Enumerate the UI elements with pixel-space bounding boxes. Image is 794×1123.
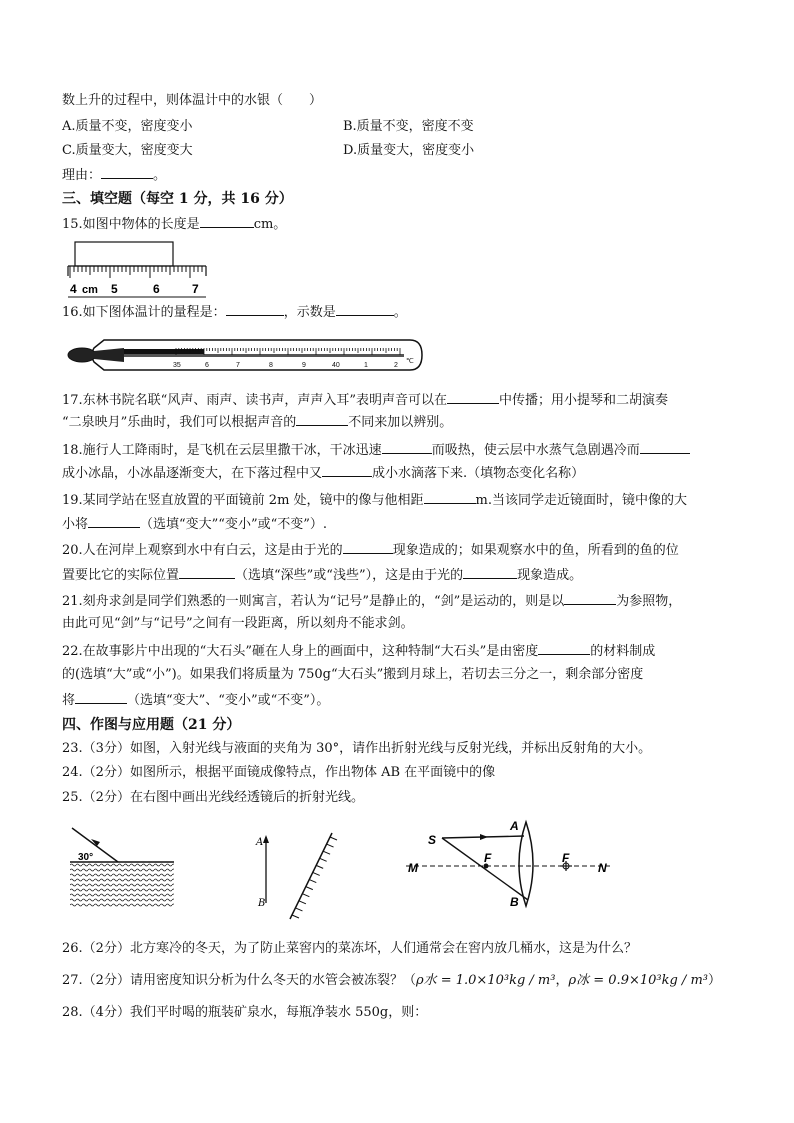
q21-line2: 由此可见“剑”与“记号”之间有一段距离，所以刻舟不能求剑。	[62, 616, 414, 631]
q22-line3: 将 （选填“变大”、“变小”或“不变”）。	[62, 693, 330, 708]
thermo-label-7: 7	[236, 362, 240, 369]
answer-blank[interactable]	[564, 592, 616, 605]
arrow-icon	[263, 835, 269, 843]
q27-text: 27.（2分）请用密度知识分析为什么冬天的水管会被冻裂？（ρ水 = 1.0×10³kg / m³，ρ冰 = 0.9×10³kg / m³）	[62, 973, 722, 988]
q17-line1: 17.东林书院名联“风声、雨声、读书声，声声入耳”表明声音可以在 中传播；用小提琴和二胡演奏	[62, 393, 668, 408]
measured-object	[75, 242, 173, 266]
rho-ice: ρ冰 = 0.9×10³kg / m³	[568, 973, 708, 988]
q14-reason: 理由： 。	[62, 168, 167, 183]
thermo-label-2: 2	[394, 362, 398, 369]
q14-stem: 数上升的过程中，则体温计中的水银（ ）	[62, 93, 323, 108]
q14-option-d: D.质量变大，密度变小	[343, 143, 475, 158]
fig24-mirror	[252, 825, 344, 925]
mercury-column	[124, 349, 204, 354]
answer-blank[interactable]	[424, 491, 476, 504]
convex-lens	[519, 822, 533, 906]
q18-line1: 18.施行人工降雨时，是飞机在云层里撒干冰，干冰迅速 而吸热，使云层中水蒸气急剧遇冷而	[62, 441, 690, 460]
tick-mark	[323, 851, 330, 854]
ruler-label-4: 4	[70, 282, 77, 296]
answer-blank[interactable]	[101, 166, 153, 179]
answer-blank[interactable]	[382, 441, 432, 454]
ray-focal	[442, 838, 528, 900]
thermometer-figure	[64, 336, 426, 376]
label-b: B	[510, 895, 519, 909]
q26-text: 26.（2分）北方寒冷的冬天，为了防止菜窖内的菜冻坏，人们通常会在窖内放几桶水，这是为什么？	[62, 941, 637, 956]
tick-mark	[313, 872, 320, 875]
ruler-figure	[66, 240, 211, 298]
tick-mark	[292, 915, 299, 918]
section4-title: 四、作图与应用题（21 分）	[62, 717, 241, 733]
q14-option-a: A.质量不变，密度变小	[62, 119, 193, 134]
q20-line2: 置要比它的实际位置 （选填“深些”或“浅些”），这是由于光的 现象造成。	[62, 568, 583, 583]
label-b: B	[258, 898, 266, 909]
answer-blank[interactable]	[179, 566, 235, 579]
tick-mark	[327, 844, 334, 847]
tick-mark	[330, 837, 337, 840]
q18-line2: 成小冰晶，小冰晶逐渐变大，在下落过程中又 成小水滴落下来.（填物态变化名称）	[62, 466, 585, 481]
arrow-icon	[480, 834, 488, 840]
q15-text: 15.如图中物体的长度是 cm。	[62, 217, 287, 232]
tick-mark	[309, 880, 316, 883]
q14-option-b: B.质量不变，密度不变	[343, 119, 474, 134]
section3-title: 三、填空题（每空 1 分，共 16 分）	[62, 191, 293, 207]
angle-label: 30°	[78, 852, 94, 863]
answer-blank[interactable]	[296, 413, 348, 426]
tick-mark	[320, 858, 327, 861]
answer-blank[interactable]	[538, 642, 590, 655]
label-a: A	[256, 837, 264, 848]
q14-option-c: C.质量变大，密度变大	[62, 143, 193, 158]
q20-line1: 20.人在河岸上观察到水中有白云，这是由于光的 现象造成的；如果观察水中的鱼，所看到的鱼的位	[62, 543, 679, 558]
ruler-label-7: 7	[192, 282, 199, 296]
label-f-right: F	[562, 851, 570, 865]
answer-blank[interactable]	[226, 303, 284, 316]
plane-mirror	[290, 833, 332, 919]
tick-mark	[295, 908, 302, 911]
thermometer-bulb	[68, 348, 96, 362]
answer-blank[interactable]	[200, 215, 254, 228]
q21-line1: 21.刻舟求剑是同学们熟悉的一则寓言，若认为“记号”是静止的，“剑”是运动的，则是以 为参照物，	[62, 594, 682, 609]
ruler-label-cm: cm	[82, 284, 98, 296]
q22-line1: 22.在故事影片中出现的“大石头”砸在人身上的画面中，这种特制“大石头”是由密度 的材料制成	[62, 644, 656, 659]
tick-mark	[316, 865, 323, 868]
label-a: A	[510, 819, 519, 833]
answer-blank[interactable]	[322, 464, 372, 477]
q28-text: 28.（4分）我们平时喝的瓶装矿泉水，每瓶净装水 550g，则：	[62, 1005, 428, 1020]
answer-blank[interactable]	[447, 391, 499, 404]
thermo-label-8: 8	[269, 362, 273, 369]
q23-text: 23.（3分）如图，入射光线与液面的夹角为 30°，请作出折射光线与反射光线，并标出反射角的大小。	[62, 741, 652, 756]
answer-blank[interactable]	[88, 515, 140, 528]
q22-line2: 的(选填“大”或“小”)。如果我们将质量为 750g“大石头”搬到月球上，若切去三分之一，剩余部分密度	[62, 667, 644, 682]
thermo-label-40: 40	[332, 362, 340, 369]
fig23-liquid	[70, 822, 176, 912]
ruler-label-6: 6	[153, 282, 160, 296]
q25-text: 25.（2分）在右图中画出光线经透镜后的折射光线。	[62, 790, 364, 805]
label-f-left: F	[484, 851, 492, 865]
answer-blank[interactable]	[463, 566, 517, 579]
label-m: M	[408, 861, 418, 875]
answer-blank[interactable]	[640, 441, 690, 454]
label-s: S	[428, 833, 437, 847]
answer-blank[interactable]	[336, 303, 394, 316]
ruler-label-5: 5	[111, 282, 118, 296]
thermo-label-9: 9	[302, 362, 306, 369]
thermo-unit: ℃	[406, 358, 414, 365]
thermo-label-1: 1	[364, 362, 368, 369]
q24-text: 24.（2分）如图所示，根据平面镜成像特点，作出物体 AB 在平面镜中的像	[62, 765, 496, 780]
tick-mark	[302, 894, 309, 897]
q16-text: 16.如下图体温计的量程是： ，示数是 。	[62, 305, 407, 320]
thermo-label-35: 35	[173, 362, 181, 369]
q19-line1: 19.某同学站在竖直放置的平面镜前 2m 处，镜中的像与他相距 m.当该同学走近镜面时，镜中像的大	[62, 493, 688, 508]
answer-blank[interactable]	[75, 691, 127, 704]
fig25-lens	[404, 818, 614, 910]
tick-mark	[299, 901, 306, 904]
answer-blank[interactable]	[343, 541, 393, 554]
tick-mark	[306, 887, 313, 890]
rho-water: ρ水 = 1.0×10³kg / m³	[415, 973, 556, 988]
q19-line2: 小将 （选填“变大”“变小”或“不变”）.	[62, 517, 328, 532]
thermo-label-6: 6	[205, 362, 209, 369]
label-n: N	[598, 861, 607, 875]
q17-line2: “二泉映月”乐曲时，我们可以根据声音的 不同来加以辨别。	[62, 415, 453, 430]
